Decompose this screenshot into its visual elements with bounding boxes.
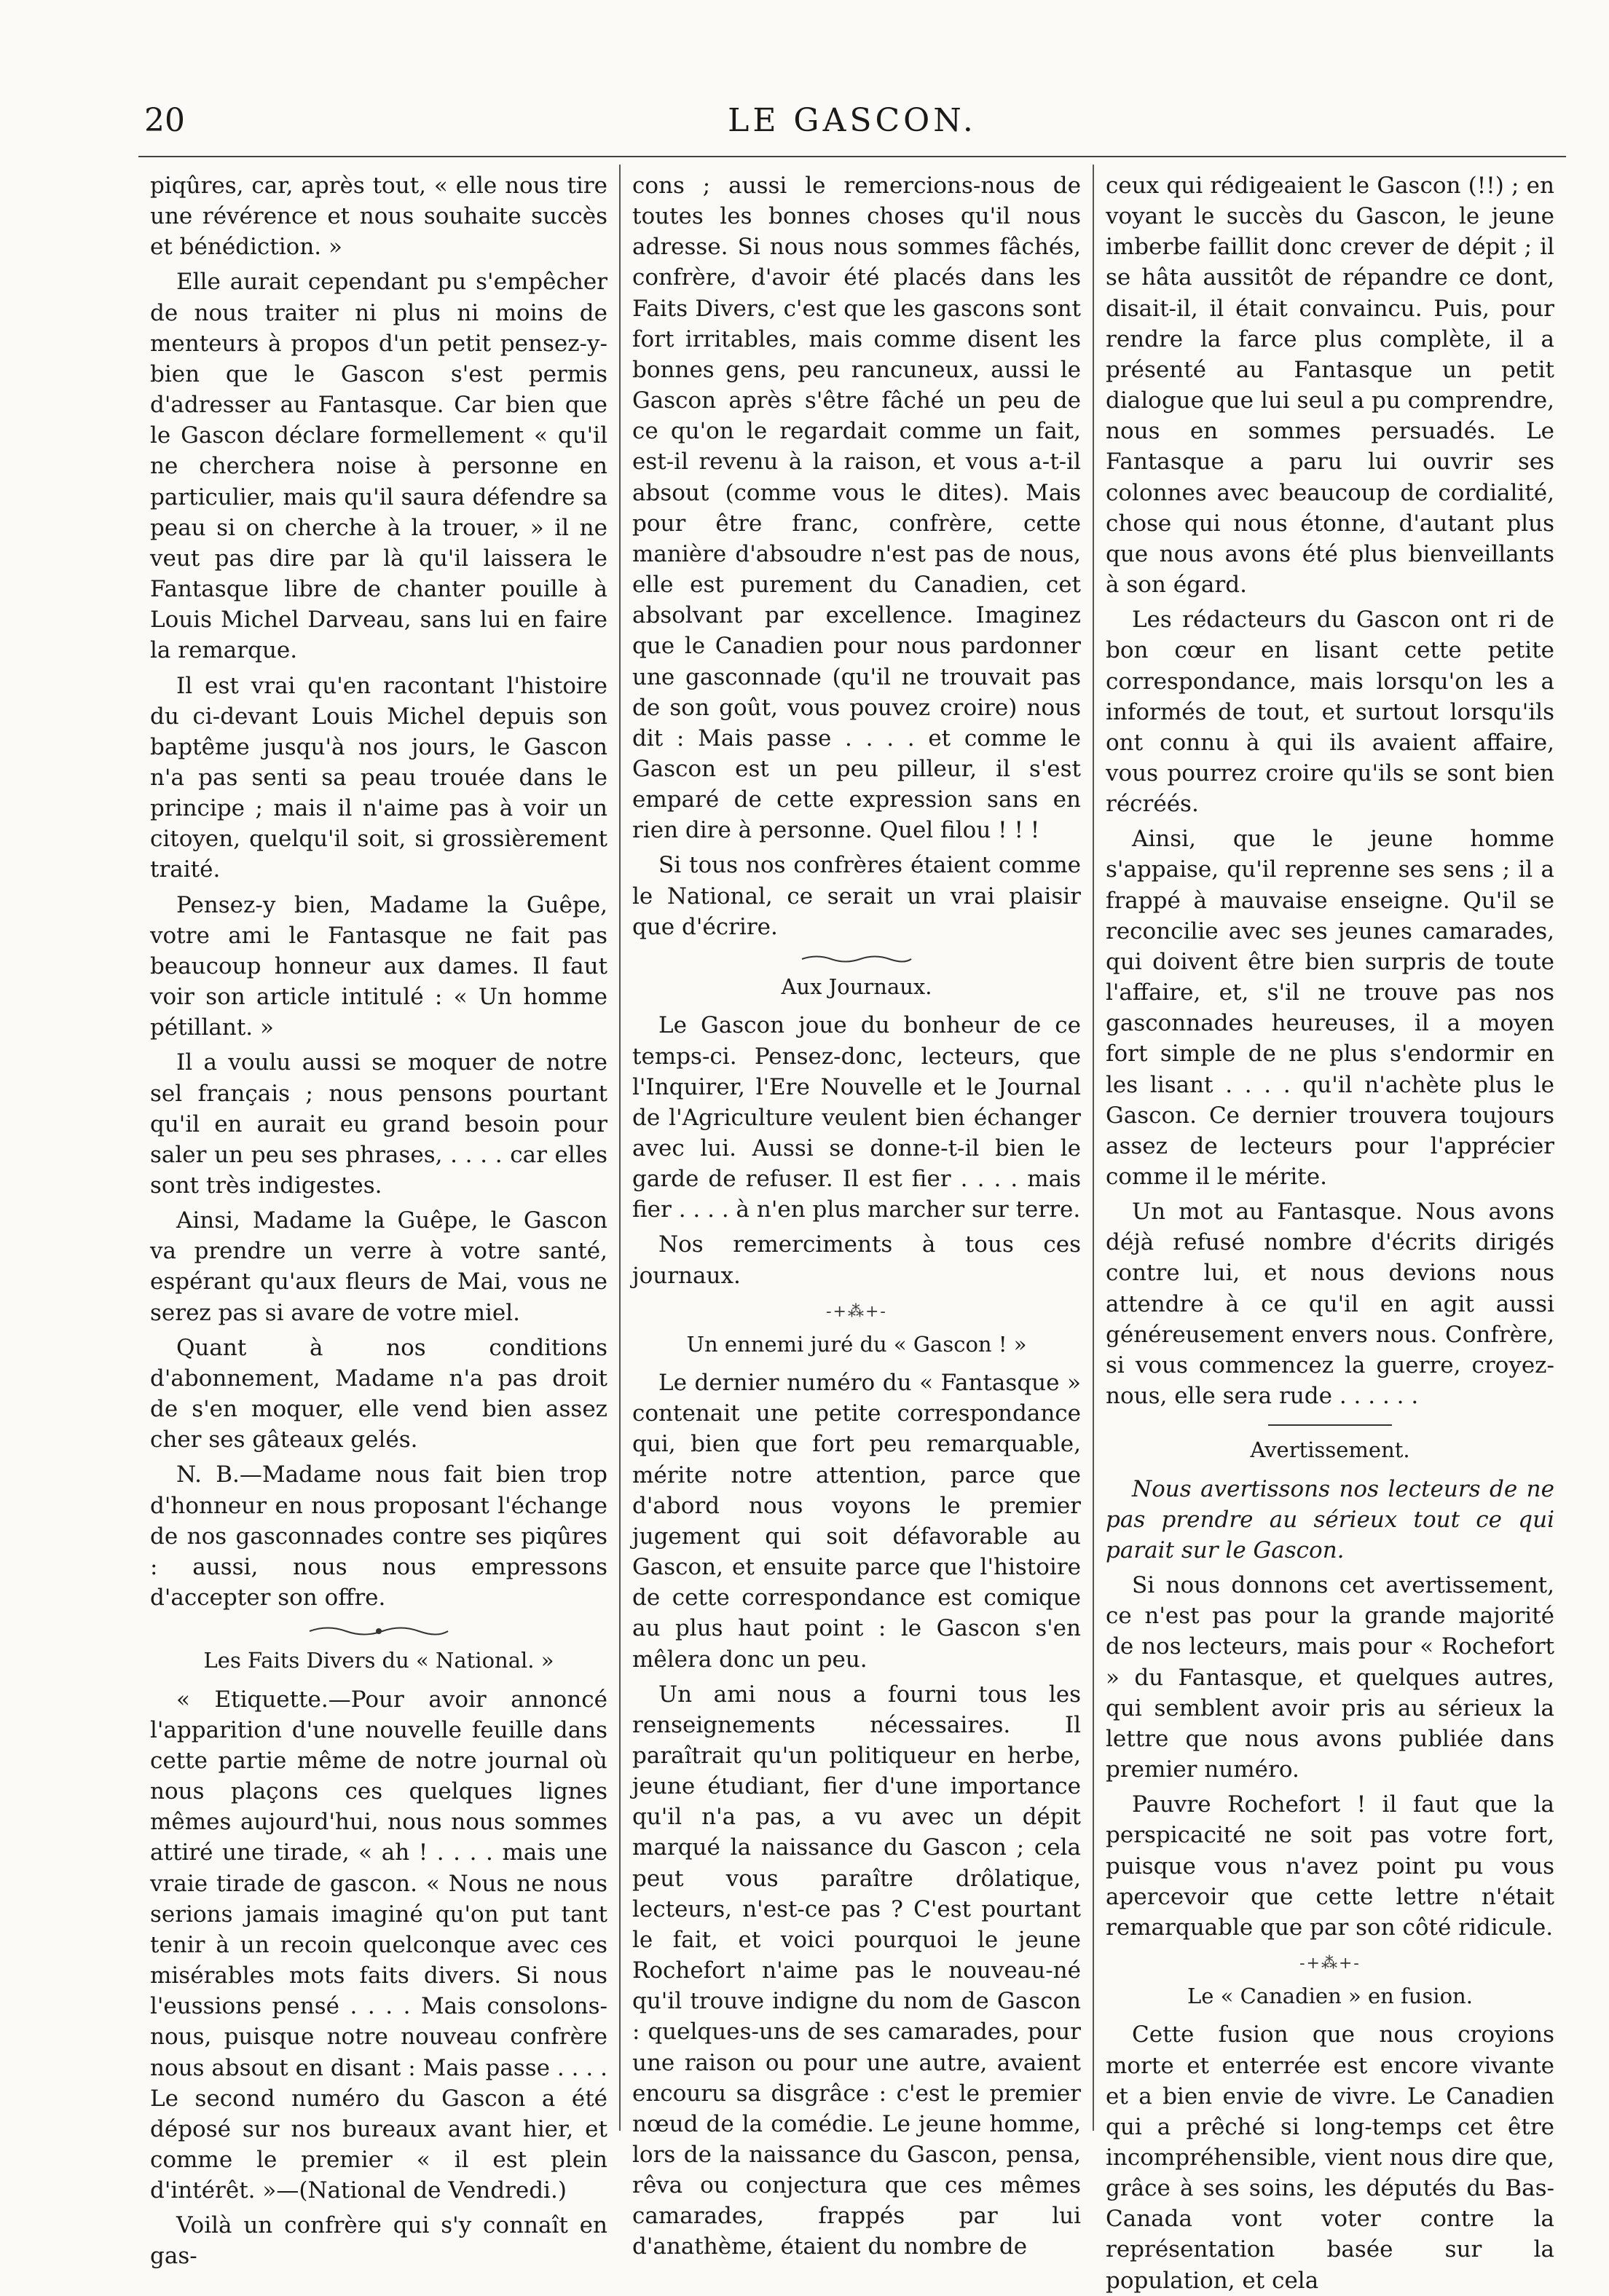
column-2 [619, 165, 1093, 2260]
page-number: 20 [144, 102, 185, 139]
paragraph: Il a voulu aussi se moquer de notre sel français ; nous pensons pourtant qu'il en aurait eu grand besoin pour saler un peu ses phrases, . . . . car elles sont très indigestes. [150, 1049, 607, 1199]
paragraph: N. B.—Madame nous fait bien trop d'honneur en nous proposant l'échange de nos gasconnades contre ses piqûres : aussi, nous nous empressons d'accepter son offre. [150, 1461, 607, 1611]
paragraph: piqûres, car, après tout, « elle nous tire une révérence et nous souhaite succès et bénédiction. » [150, 173, 607, 261]
masthead-title: LE GASCON. [728, 102, 977, 139]
paragraph: Le dernier numéro du « Fantasque » contenait une petite correspondance qui, bien que fort peu remarquable, mérite notre attention, parce que d'abord nous voyons le premier jugement qui soit défavorable au Gascon, et ensuite parce que l'histoire de cette correspondance est comique au plus haut point : le Gascon s'en mêlera donc un peu. [632, 1370, 1081, 1673]
paragraph: Il est vrai qu'en racontant l'histoire du ci-devant Louis Michel depuis son baptême jusqu'à nos jours, le Gascon n'a pas senti sa peau trouée dans le principe ; mais il n'aime pas à voir un citoyen, quelqu'il soit, si grossièrement traité. [150, 672, 607, 883]
notice-paragraph: Nous avertissons nos lecteurs de ne pas prendre au sérieux tout ce qui parait sur le Gascon. [1106, 1475, 1554, 1563]
paragraph: Pauvre Rochefort ! il faut que la perspicacité ne soit pas votre fort, puisque vous n'avez point pu vous apercevoir que cette lettre n'était remarquable que par son côté ridicule. [1106, 1791, 1554, 1941]
paragraph: Elle aurait cependant pu s'empêcher de nous traiter ni plus ni moins de menteurs à propos d'un petit pensez-y-bien que le Gascon s'est permis d'adresser au Fantasque. Car bien que le Gascon déclare formellement « qu'il ne cherchera noise à personne en particulier, mais qu'il saura défendre sa peau si on cherche à la trouer, » il ne veut pas dire par là qu'il laissera le Fantasque libre de chanter pouille à Louis Michel Darveau, sans lui en faire la remarque. [150, 269, 607, 664]
quoted-paragraph: « Etiquette.—Pour avoir annoncé l'apparition d'une nouvelle feuille dans cette partie même de notre journal où nous plaçons ces quelques lignes mêmes aujourd'hui, nous nous sommes attiré une tirade, « ah ! . . . . mais une vraie tirade de gascon. « Nous ne nous serions jamais imaginé qu'on put tant tenir à un recoin quelconque avec ces misérables mots faits divers. Si nous l'eussions pensé . . . . Mais consolons-nous, puisque notre nouveau confrère nous absout en disant : Mais passe . . . . Le second numéro du Gascon a été déposé sur nos bureaux avant hier, et comme le premier « il est plein d'intérêt. »—(National de Vendredi.) [150, 1686, 607, 2204]
ornament-divider [150, 1623, 607, 1639]
column-1 [138, 165, 619, 2270]
section-heading: Les Faits Divers du « National. » [203, 1648, 554, 1673]
paragraph: Ainsi, que le jeune homme s'appaise, qu'il reprenne ses sens ; il a frappé à mauvaise enseigne. Qu'il se reconcilie avec ses jeunes camarades, qui doivent être bien surpris de toute l'affaire, et, s'il ne trouve pas nos gasconnades heureuses, il a moyen fort simple de ne plus s'endormir en les lisant . . . . qu'il n'achète plus le Gascon. Ce dernier trouvera toujours assez de lecteurs pour l'apprécier comme il le mérite. [1106, 826, 1554, 1190]
ornament-divider [1106, 1421, 1554, 1429]
paragraph: Pensez-y bien, Madame la Guêpe, votre ami le Fantasque ne fait pas beaucoup honneur aux dames. Il faut voir son article intitulé : « Un homme pétillant. » [150, 891, 607, 1041]
paragraph: Nos remerciments à tous ces journaux. [632, 1231, 1081, 1289]
ornament-small: -+⁂+- [826, 1302, 887, 1321]
page-header [138, 102, 1566, 153]
paragraph: Cette fusion que nous croyions morte et enterrée est encore vivante et a bien envie de vivre. Le Canadien qui a prêché si long-temps cet être incompréhensible, vient nous dire que, grâce à ses soins, les députés du Bas-Canada vont voter contre la représentation basée sur la population, et cela [1106, 2021, 1554, 2294]
paragraph: Ainsi, Madame la Guêpe, le Gascon va prendre un verre à votre santé, espérant qu'aux fleurs de Mai, vous ne serez pas si avare de votre miel. [150, 1207, 607, 1326]
paragraph: Un ami nous a fourni tous les renseignements nécessaires. Il paraîtrait qu'un politiqueur en herbe, jeune étudiant, fier d'une importance qu'il n'a pas, a vu avec un dépit marqué la naissance du Gascon ; cela peut vous paraître drôlatique, lecteurs, n'est-ce pas ? C'est pourtant le fait, et voici pourquoi le jeune Rochefort n'aime pas le nouveau-né qu'il trouve indigne du nom de Gascon : quelques-uns de ses camarades, pour une raison ou pour une autre, avaient encouru sa disgrâce : c'est le premier nœud de la comédie. Le jeune homme, lors de la naissance du Gascon, pensa, rêva ou conjectura que ces mêmes camarades, frappés par lui d'anathème, étaient du nombre de [632, 1681, 1081, 2260]
paragraph: ceux qui rédigeaient le Gascon (!!) ; en voyant le succès du Gascon, le jeune imberbe faillit donc crever de dépit ; il se hâta aussitôt de répandre ce dont, disait-il, il était convaincu. Puis, pour rendre la farce plus complète, il a présenté au Fantasque un petit dialogue que lui seul a pu comprendre, nous en sommes persuadés. Le Fantasque a paru lui ouvrir ses colonnes avec beaucoup de cordialité, chose qui nous étonne, d'autant plus que nous avons été plus bienveillants à son égard. [1106, 173, 1554, 599]
paragraph: Quant à nos conditions d'abonnement, Madame n'a pas droit de s'en moquer, elle vend bien assez cher ses gâteaux gelés. [150, 1334, 607, 1453]
paragraph: cons ; aussi le remercions-nous de toutes les bonnes choses qu'il nous adresse. Si nous nous sommes fâchés, confrère, d'avoir été placés dans les Faits Divers, c'est que les gascons sont fort irritables, mais comme disent les bonnes gens, peu rancuneux, aussi le Gascon après s'être fâché un peu de ce qu'on le regardait comme un fait, est-il revenu à la raison, et vous a-t-il absout (comme vous le dites). Mais pour être franc, confrère, cette manière d'absoudre n'est pas de nous, elle est purement du Canadien, cet absolvant par excellence. Imaginez que le Canadien pour nous pardonner une gasconnade (qu'il ne trouvait pas de son goût, vous pouvez croire) nous dit : Mais passe . . . . et comme le Gascon est un peu pilleur, il s'est emparé de cette expression sans en rien dire à personne. Quel filou ! ! ! [632, 173, 1081, 844]
paragraph: Si tous nos confrères étaient comme le National, ce serait un vrai plaisir que d'écrire. [632, 852, 1081, 940]
ornament-divider [632, 952, 1081, 966]
columns [138, 165, 1566, 2294]
section-heading: Avertissement. [1250, 1437, 1410, 1463]
column-3 [1093, 165, 1566, 2294]
paragraph: Un mot au Fantasque. Nous avons déjà refusé nombre d'écrits dirigés contre lui, et nous devions nous attendre à ce qu'il en agit aussi généreusement envers nous. Confrère, si vous commencez la guerre, croyez-nous, elle sera rude . . . . . . [1106, 1199, 1554, 1410]
section-heading: Aux Journaux. [781, 974, 932, 999]
ornament-small: -+⁂+- [1299, 1954, 1361, 1973]
paragraph: Les rédacteurs du Gascon ont ri de bon cœur en lisant cette petite correspondance, mais lorsqu'on les a informés de tout, et surtout lorsqu'ils ont connu à qui ils avaient affaire, vous pourrez croire qu'ils se sont bien récréés. [1106, 607, 1554, 818]
paragraph: Si nous donnons cet avertissement, ce n'est pas pour la grande majorité de nos lecteurs, mais pour « Rochefort » du Fantasque, et quelques autres, qui semblent avoir pris au sérieux la lettre que nous avons publiée dans premier numéro. [1106, 1572, 1554, 1783]
section-heading: Le « Canadien » en fusion. [1187, 1983, 1473, 2008]
paragraph: Le Gascon joue du bonheur de ce temps-ci. Pensez-donc, lecteurs, que l'Inquirer, l'Ere Nouvelle et le Journal de l'Agriculture veulent bien échanger avec lui. Aussi se donne-t-il bien le garde de refuser. Il est fier . . . . mais fier . . . . à n'en plus marcher sur terre. [632, 1012, 1081, 1223]
paragraph: Voilà un confrère qui s'y connaît en gas- [150, 2212, 607, 2270]
section-heading: Un ennemi juré du « Gascon ! » [686, 1331, 1027, 1357]
header-rule [138, 156, 1566, 157]
